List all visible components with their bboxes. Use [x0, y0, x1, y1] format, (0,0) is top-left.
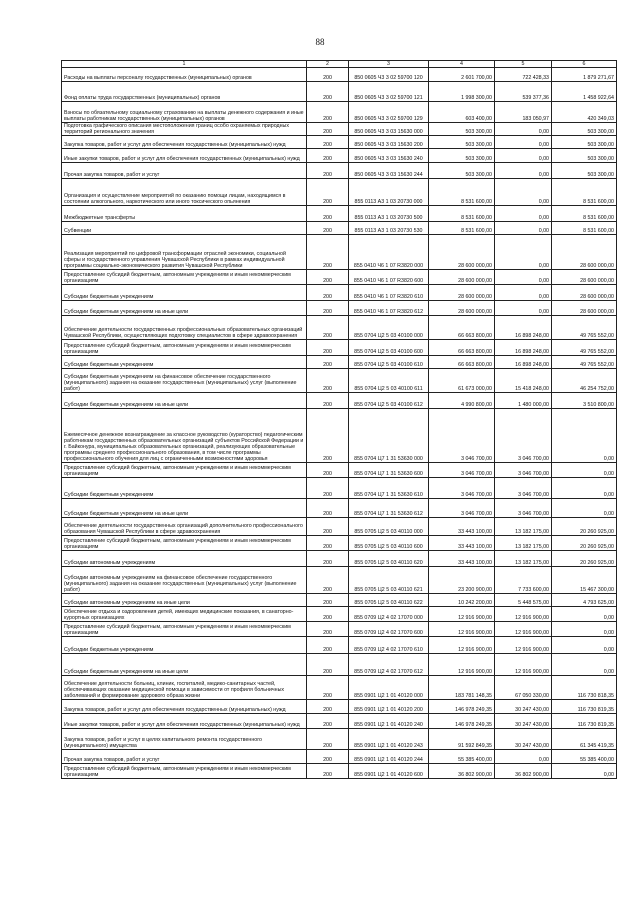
row-line-code: 200	[307, 567, 349, 594]
row-budget-code: 855 0709 Ц2 4 02 17070 600	[349, 622, 429, 637]
row-budget-code: 855 0705 Ц2 5 03 40110 621	[349, 567, 429, 594]
row-executed-amount: 36 802 900,00	[495, 764, 552, 779]
table-row	[62, 163, 617, 179]
row-executed-amount: 0,00	[495, 179, 552, 206]
row-executed-amount: 3 046 700,00	[495, 463, 552, 478]
table-row	[62, 82, 617, 102]
row-description: Обеспечение отдыха и оздоровления детей, имеющих медицинские показания, в санаторно-курортных организациях	[62, 607, 307, 622]
row-line-code: 200	[307, 68, 349, 82]
row-executed-amount: 16 898 248,00	[495, 316, 552, 340]
row-line-code: 200	[307, 356, 349, 369]
row-approved-amount: 33 443 100,00	[429, 536, 495, 551]
row-approved-amount: 10 242 200,00	[429, 594, 495, 607]
table-row	[62, 393, 617, 409]
row-budget-code: 855 0709 Ц2 4 02 17070 612	[349, 654, 429, 676]
table-row	[62, 594, 617, 607]
row-executed-amount: 539 377,36	[495, 82, 552, 102]
row-budget-code: 855 0113 А3 1 03 20730 500	[349, 206, 429, 222]
table-row	[62, 654, 617, 676]
row-approved-amount: 8 531 600,00	[429, 179, 495, 206]
row-unexecuted-amount: 28 600 000,00	[552, 235, 617, 270]
row-line-code: 200	[307, 594, 349, 607]
table-row	[62, 222, 617, 235]
row-approved-amount: 8 531 600,00	[429, 206, 495, 222]
row-line-code: 200	[307, 235, 349, 270]
row-line-code: 200	[307, 478, 349, 499]
row-executed-amount: 12 916 900,00	[495, 622, 552, 637]
table-row	[62, 676, 617, 700]
row-line-code: 200	[307, 764, 349, 779]
table-row	[62, 102, 617, 123]
row-executed-amount: 7 733 600,00	[495, 567, 552, 594]
row-line-code: 200	[307, 729, 349, 750]
row-approved-amount: 28 600 000,00	[429, 301, 495, 316]
row-approved-amount: 146 978 249,35	[429, 714, 495, 729]
row-unexecuted-amount: 503 300,00	[552, 136, 617, 149]
row-budget-code: 855 0709 Ц2 4 02 17070 000	[349, 607, 429, 622]
table-row	[62, 301, 617, 316]
row-budget-code: 855 0709 Ц2 4 02 17070 610	[349, 637, 429, 654]
row-description: Субсидии бюджетным учреждениям	[62, 478, 307, 499]
row-description: Предоставление субсидий бюджетным, автономным учреждениям и иным некоммерческим организациям	[62, 340, 307, 356]
row-budget-code: 855 0705 Ц2 5 03 40110 600	[349, 536, 429, 551]
table-row	[62, 518, 617, 536]
row-budget-code: 855 0410 Ч6 1 07 R3820 600	[349, 270, 429, 285]
table-row	[62, 136, 617, 149]
row-approved-amount: 1 998 300,00	[429, 82, 495, 102]
row-unexecuted-amount: 49 765 552,00	[552, 316, 617, 340]
row-approved-amount: 183 781 148,35	[429, 676, 495, 700]
row-description: Взносы по обязательному социальному страхованию на выплаты денежного содержания и иные выплаты работникам государственных (муниципальных) органов	[62, 102, 307, 123]
row-line-code: 200	[307, 463, 349, 478]
row-approved-amount: 12 916 900,00	[429, 622, 495, 637]
row-unexecuted-amount: 503 300,00	[552, 149, 617, 163]
row-line-code: 200	[307, 536, 349, 551]
row-description: Субсидии автономным учреждениям на иные цели	[62, 594, 307, 607]
row-line-code: 200	[307, 163, 349, 179]
row-line-code: 200	[307, 316, 349, 340]
row-line-code: 200	[307, 179, 349, 206]
row-description: Иные закупки товаров, работ и услуг для обеспечения государственных (муниципальных) нужд	[62, 149, 307, 163]
table-row	[62, 729, 617, 750]
row-approved-amount: 28 600 000,00	[429, 285, 495, 301]
row-budget-code: 855 0705 Ц2 5 03 40110 620	[349, 551, 429, 567]
row-unexecuted-amount: 0,00	[552, 654, 617, 676]
row-approved-amount: 66 663 800,00	[429, 316, 495, 340]
table-row	[62, 206, 617, 222]
row-executed-amount: 183 050,97	[495, 102, 552, 123]
row-unexecuted-amount: 20 260 925,00	[552, 536, 617, 551]
row-description: Субсидии бюджетным учреждениям	[62, 285, 307, 301]
row-line-code: 200	[307, 149, 349, 163]
row-budget-code: 855 0704 Ц7 1 31 53630 600	[349, 463, 429, 478]
row-budget-code: 855 0410 Ч6 1 07 R3820 612	[349, 301, 429, 316]
row-executed-amount: 67 050 330,00	[495, 676, 552, 700]
row-description: Субсидии бюджетным учреждениям на иные цели	[62, 654, 307, 676]
table-row	[62, 499, 617, 518]
row-budget-code: 850 0605 Ч3 3 03 15630 200	[349, 136, 429, 149]
row-budget-code: 850 0605 Ч3 3 02 59700 121	[349, 82, 429, 102]
row-approved-amount: 33 443 100,00	[429, 518, 495, 536]
row-executed-amount: 12 916 900,00	[495, 637, 552, 654]
row-budget-code: 855 0704 Ц2 5 03 40100 610	[349, 356, 429, 369]
row-description: Субвенции	[62, 222, 307, 235]
row-approved-amount: 3 046 700,00	[429, 499, 495, 518]
row-budget-code: 850 0605 Ч3 3 03 15630 244	[349, 163, 429, 179]
row-approved-amount: 503 300,00	[429, 123, 495, 136]
row-approved-amount: 33 443 100,00	[429, 551, 495, 567]
row-description: Закупка товаров, работ и услуг для обеспечения государственных (муниципальных) нужд	[62, 136, 307, 149]
row-line-code: 200	[307, 340, 349, 356]
row-approved-amount: 55 385 400,00	[429, 750, 495, 764]
row-line-code: 200	[307, 301, 349, 316]
row-description: Субсидии автономным учреждениям	[62, 551, 307, 567]
row-line-code: 200	[307, 393, 349, 409]
budget-table	[61, 60, 617, 779]
row-line-code: 200	[307, 499, 349, 518]
row-description: Субсидии бюджетным учреждениям на иные цели	[62, 301, 307, 316]
row-approved-amount: 91 592 849,35	[429, 729, 495, 750]
row-line-code: 200	[307, 622, 349, 637]
row-executed-amount: 3 046 700,00	[495, 409, 552, 463]
row-line-code: 200	[307, 270, 349, 285]
row-unexecuted-amount: 116 730 819,35	[552, 714, 617, 729]
table-row	[62, 149, 617, 163]
row-executed-amount: 0,00	[495, 301, 552, 316]
table-row	[62, 750, 617, 764]
row-approved-amount: 503 300,00	[429, 136, 495, 149]
row-budget-code: 850 0605 Ч3 3 02 59700 129	[349, 102, 429, 123]
table-row	[62, 622, 617, 637]
row-unexecuted-amount: 116 730 818,35	[552, 676, 617, 700]
row-description: Предоставление субсидий бюджетным, автономным учреждениям и иным некоммерческим организациям	[62, 622, 307, 637]
row-approved-amount: 23 200 900,00	[429, 567, 495, 594]
row-unexecuted-amount: 55 385 400,00	[552, 750, 617, 764]
row-executed-amount: 0,00	[495, 750, 552, 764]
row-unexecuted-amount: 0,00	[552, 607, 617, 622]
row-description: Реализация мероприятий по цифровой трансформации отраслей экономики, социальной сферы и государственного управления Чувашской Республики в рамках индивидуальной программы социально-экономического развития Чувашской Республики	[62, 235, 307, 270]
row-executed-amount: 0,00	[495, 206, 552, 222]
row-line-code: 200	[307, 637, 349, 654]
table-row	[62, 637, 617, 654]
table-row	[62, 123, 617, 136]
row-line-code: 200	[307, 551, 349, 567]
row-approved-amount: 12 916 900,00	[429, 654, 495, 676]
table-row	[62, 409, 617, 463]
row-approved-amount: 146 978 249,35	[429, 700, 495, 714]
page-number: 88	[315, 37, 325, 47]
row-unexecuted-amount: 28 600 000,00	[552, 270, 617, 285]
row-description: Ежемесячное денежное вознаграждение за классное руководство (кураторство) педагогическим работникам государственных образовательных организаций субъектов Российской Федерации и г. Байконура, муниципальных образовательных организаций, реализующих образовательные программы среднего профессионального образования, в том числе программы профессионального обучения для лиц с ограниченными возможностями здоровья	[62, 409, 307, 463]
row-approved-amount: 28 600 000,00	[429, 270, 495, 285]
table-row	[62, 551, 617, 567]
row-budget-code: 855 0901 Ц2 1 01 40120 000	[349, 676, 429, 700]
row-description: Обеспечение деятельности государственных профессиональных образовательных организаций Чувашской Республики, осуществляющих подготовку специалистов в сфере здравоохранения	[62, 316, 307, 340]
row-budget-code: 855 0704 Ц7 1 31 53630 000	[349, 409, 429, 463]
row-budget-code: 855 0704 Ц2 5 03 40100 600	[349, 340, 429, 356]
row-budget-code: 855 0410 Ч6 1 07 R3820 610	[349, 285, 429, 301]
row-unexecuted-amount: 3 510 800,00	[552, 393, 617, 409]
row-line-code: 200	[307, 654, 349, 676]
row-line-code: 200	[307, 82, 349, 102]
row-description: Межбюджетные трансферты	[62, 206, 307, 222]
row-line-code: 200	[307, 136, 349, 149]
row-budget-code: 855 0901 Ц2 1 01 40120 243	[349, 729, 429, 750]
row-unexecuted-amount: 0,00	[552, 637, 617, 654]
row-description: Предоставление субсидий бюджетным, автономным учреждениям и иным некоммерческим организациям	[62, 270, 307, 285]
row-approved-amount: 503 300,00	[429, 163, 495, 179]
row-line-code: 200	[307, 123, 349, 136]
row-unexecuted-amount: 1 458 922,64	[552, 82, 617, 102]
row-line-code: 200	[307, 714, 349, 729]
column-header: 4	[429, 61, 495, 68]
row-unexecuted-amount: 20 260 925,00	[552, 551, 617, 567]
row-unexecuted-amount: 8 531 600,00	[552, 222, 617, 235]
row-budget-code: 855 0410 Ч6 1 07 R3820 000	[349, 235, 429, 270]
row-description: Обеспечение деятельности больниц, клиник, госпиталей, медико-санитарных частей, обеспечивающих оказание медицинской помощи в зависимости от профиля больничных заболеваний и формирование здорового образа жизни	[62, 676, 307, 700]
row-line-code: 200	[307, 750, 349, 764]
row-executed-amount: 0,00	[495, 235, 552, 270]
row-executed-amount: 5 448 575,00	[495, 594, 552, 607]
row-description: Закупка товаров, работ и услуг для обеспечения государственных (муниципальных) нужд	[62, 700, 307, 714]
row-budget-code: 855 0704 Ц2 5 03 40100 000	[349, 316, 429, 340]
row-budget-code: 855 0704 Ц7 1 31 53630 612	[349, 499, 429, 518]
row-budget-code: 855 0901 Ц2 1 01 40120 600	[349, 764, 429, 779]
row-unexecuted-amount: 46 254 752,00	[552, 369, 617, 393]
column-header: 1	[62, 61, 307, 68]
row-budget-code: 850 0605 Ч3 3 03 15630 240	[349, 149, 429, 163]
table-row	[62, 369, 617, 393]
row-approved-amount: 36 802 900,00	[429, 764, 495, 779]
row-description: Подготовка графического описания местоположения границ особо охраняемых природных территорий регионального значения	[62, 123, 307, 136]
table-row	[62, 700, 617, 714]
row-executed-amount: 0,00	[495, 163, 552, 179]
row-unexecuted-amount: 28 600 000,00	[552, 285, 617, 301]
row-unexecuted-amount: 8 531 600,00	[552, 179, 617, 206]
row-approved-amount: 8 531 600,00	[429, 222, 495, 235]
row-executed-amount: 722 428,33	[495, 68, 552, 82]
row-executed-amount: 13 182 175,00	[495, 536, 552, 551]
row-budget-code: 850 0605 Ч3 3 02 59700 120	[349, 68, 429, 82]
row-unexecuted-amount: 15 467 300,00	[552, 567, 617, 594]
row-unexecuted-amount: 0,00	[552, 499, 617, 518]
table-header-row	[62, 61, 617, 68]
table-row	[62, 478, 617, 499]
row-executed-amount: 0,00	[495, 149, 552, 163]
row-approved-amount: 4 990 800,00	[429, 393, 495, 409]
row-line-code: 200	[307, 102, 349, 123]
row-unexecuted-amount: 0,00	[552, 463, 617, 478]
table-row	[62, 536, 617, 551]
row-unexecuted-amount: 0,00	[552, 478, 617, 499]
row-approved-amount: 28 600 000,00	[429, 235, 495, 270]
row-unexecuted-amount: 4 793 625,00	[552, 594, 617, 607]
row-budget-code: 855 0113 А3 1 03 20730 000	[349, 179, 429, 206]
row-approved-amount: 3 046 700,00	[429, 409, 495, 463]
column-header: 6	[552, 61, 617, 68]
row-unexecuted-amount: 0,00	[552, 409, 617, 463]
table-row	[62, 270, 617, 285]
table-row	[62, 340, 617, 356]
row-approved-amount: 2 601 700,00	[429, 68, 495, 82]
row-description: Обеспечение деятельности государственных организаций дополнительного профессионального образования Чувашской Республики в сфере здравоохранения	[62, 518, 307, 536]
row-executed-amount: 30 247 430,00	[495, 729, 552, 750]
row-budget-code: 855 0705 Ц2 5 03 40110 622	[349, 594, 429, 607]
row-description: Субсидии бюджетным учреждениям на иные цели	[62, 499, 307, 518]
row-description: Прочая закупка товаров, работ и услуг	[62, 163, 307, 179]
row-budget-code: 855 0704 Ц2 5 03 40100 611	[349, 369, 429, 393]
column-header: 2	[307, 61, 349, 68]
row-unexecuted-amount: 1 879 271,67	[552, 68, 617, 82]
row-approved-amount: 12 916 900,00	[429, 637, 495, 654]
row-unexecuted-amount: 8 531 600,00	[552, 206, 617, 222]
row-description: Предоставление субсидий бюджетным, автономным учреждениям и иным некоммерческим организациям	[62, 536, 307, 551]
row-unexecuted-amount: 503 300,00	[552, 123, 617, 136]
row-description: Предоставление субсидий бюджетным, автономным учреждениям и иным некоммерческим организациям	[62, 764, 307, 779]
row-executed-amount: 0,00	[495, 136, 552, 149]
row-line-code: 200	[307, 607, 349, 622]
row-executed-amount: 0,00	[495, 222, 552, 235]
row-unexecuted-amount: 0,00	[552, 764, 617, 779]
row-description: Прочая закупка товаров, работ и услуг	[62, 750, 307, 764]
row-unexecuted-amount: 20 260 925,00	[552, 518, 617, 536]
table-row	[62, 764, 617, 779]
row-line-code: 200	[307, 369, 349, 393]
row-line-code: 200	[307, 206, 349, 222]
row-executed-amount: 15 418 248,00	[495, 369, 552, 393]
row-executed-amount: 3 046 700,00	[495, 478, 552, 499]
row-approved-amount: 66 663 800,00	[429, 356, 495, 369]
row-line-code: 200	[307, 518, 349, 536]
row-executed-amount: 13 182 175,00	[495, 551, 552, 567]
row-description: Закупка товаров, работ и услуг в целях капитального ремонта государственного (муниципального) имущества	[62, 729, 307, 750]
row-budget-code: 855 0901 Ц2 1 01 40120 240	[349, 714, 429, 729]
row-executed-amount: 0,00	[495, 270, 552, 285]
row-description: Иные закупки товаров, работ и услуг для обеспечения государственных (муниципальных) нужд	[62, 714, 307, 729]
row-executed-amount: 30 247 430,00	[495, 700, 552, 714]
row-approved-amount: 503 300,00	[429, 149, 495, 163]
row-line-code: 200	[307, 285, 349, 301]
column-header: 3	[349, 61, 429, 68]
table-row	[62, 316, 617, 340]
table-row	[62, 179, 617, 206]
row-description: Предоставление субсидий бюджетным, автономным учреждениям и иным некоммерческим организациям	[62, 463, 307, 478]
row-description: Расходы на выплаты персоналу государственных (муниципальных) органов	[62, 68, 307, 82]
row-unexecuted-amount: 28 600 000,00	[552, 301, 617, 316]
row-executed-amount: 0,00	[495, 123, 552, 136]
row-description: Субсидии бюджетным учреждениям	[62, 637, 307, 654]
table-row	[62, 356, 617, 369]
row-budget-code: 855 0113 А3 1 03 20730 530	[349, 222, 429, 235]
row-executed-amount: 16 898 248,00	[495, 340, 552, 356]
table-row	[62, 463, 617, 478]
row-unexecuted-amount: 0,00	[552, 622, 617, 637]
row-executed-amount: 16 898 248,00	[495, 356, 552, 369]
table-row	[62, 68, 617, 82]
row-budget-code: 855 0901 Ц2 1 01 40120 200	[349, 700, 429, 714]
row-approved-amount: 61 673 000,00	[429, 369, 495, 393]
row-unexecuted-amount: 420 349,03	[552, 102, 617, 123]
table-row	[62, 567, 617, 594]
row-line-code: 200	[307, 222, 349, 235]
row-line-code: 200	[307, 700, 349, 714]
row-budget-code: 855 0704 Ц2 5 03 40100 612	[349, 393, 429, 409]
table-row	[62, 285, 617, 301]
row-budget-code: 855 0705 Ц2 5 03 40110 000	[349, 518, 429, 536]
row-description: Субсидии бюджетным учреждениям на иные цели	[62, 393, 307, 409]
row-budget-code: 855 0704 Ц7 1 31 53630 610	[349, 478, 429, 499]
row-approved-amount: 12 916 900,00	[429, 607, 495, 622]
row-executed-amount: 30 247 430,00	[495, 714, 552, 729]
row-description: Организация и осуществление мероприятий по оказанию помощи лицам, находящимся в состоянии алкогольного, наркотического или иного токсического опьянения	[62, 179, 307, 206]
row-approved-amount: 66 663 800,00	[429, 340, 495, 356]
row-executed-amount: 0,00	[495, 285, 552, 301]
row-executed-amount: 12 916 900,00	[495, 607, 552, 622]
row-line-code: 200	[307, 409, 349, 463]
row-executed-amount: 1 480 000,00	[495, 393, 552, 409]
row-approved-amount: 603 400,00	[429, 102, 495, 123]
table-row	[62, 235, 617, 270]
table-row	[62, 607, 617, 622]
row-unexecuted-amount: 503 300,00	[552, 163, 617, 179]
row-description: Фонд оплаты труда государственных (муниципальных) органов	[62, 82, 307, 102]
row-description: Субсидии бюджетным учреждениям	[62, 356, 307, 369]
column-header: 5	[495, 61, 552, 68]
row-approved-amount: 3 046 700,00	[429, 478, 495, 499]
row-unexecuted-amount: 49 765 552,00	[552, 340, 617, 356]
row-unexecuted-amount: 116 730 819,35	[552, 700, 617, 714]
row-budget-code: 855 0901 Ц2 1 01 40120 244	[349, 750, 429, 764]
row-unexecuted-amount: 61 345 419,35	[552, 729, 617, 750]
row-executed-amount: 12 916 900,00	[495, 654, 552, 676]
row-approved-amount: 3 046 700,00	[429, 463, 495, 478]
row-description: Субсидии автономным учреждениям на финансовое обеспечение государственного (муниципального) задания на оказание государственных (муниципальных) услуг (выполнение работ)	[62, 567, 307, 594]
row-line-code: 200	[307, 676, 349, 700]
row-executed-amount: 13 182 175,00	[495, 518, 552, 536]
row-unexecuted-amount: 49 765 552,00	[552, 356, 617, 369]
row-budget-code: 850 0605 Ч3 3 03 15630 000	[349, 123, 429, 136]
row-description: Субсидии бюджетным учреждениям на финансовое обеспечение государственного (муниципального) задания на оказание государственных (муниципальных) услуг (выполнение работ)	[62, 369, 307, 393]
row-executed-amount: 3 046 700,00	[495, 499, 552, 518]
table-row	[62, 714, 617, 729]
